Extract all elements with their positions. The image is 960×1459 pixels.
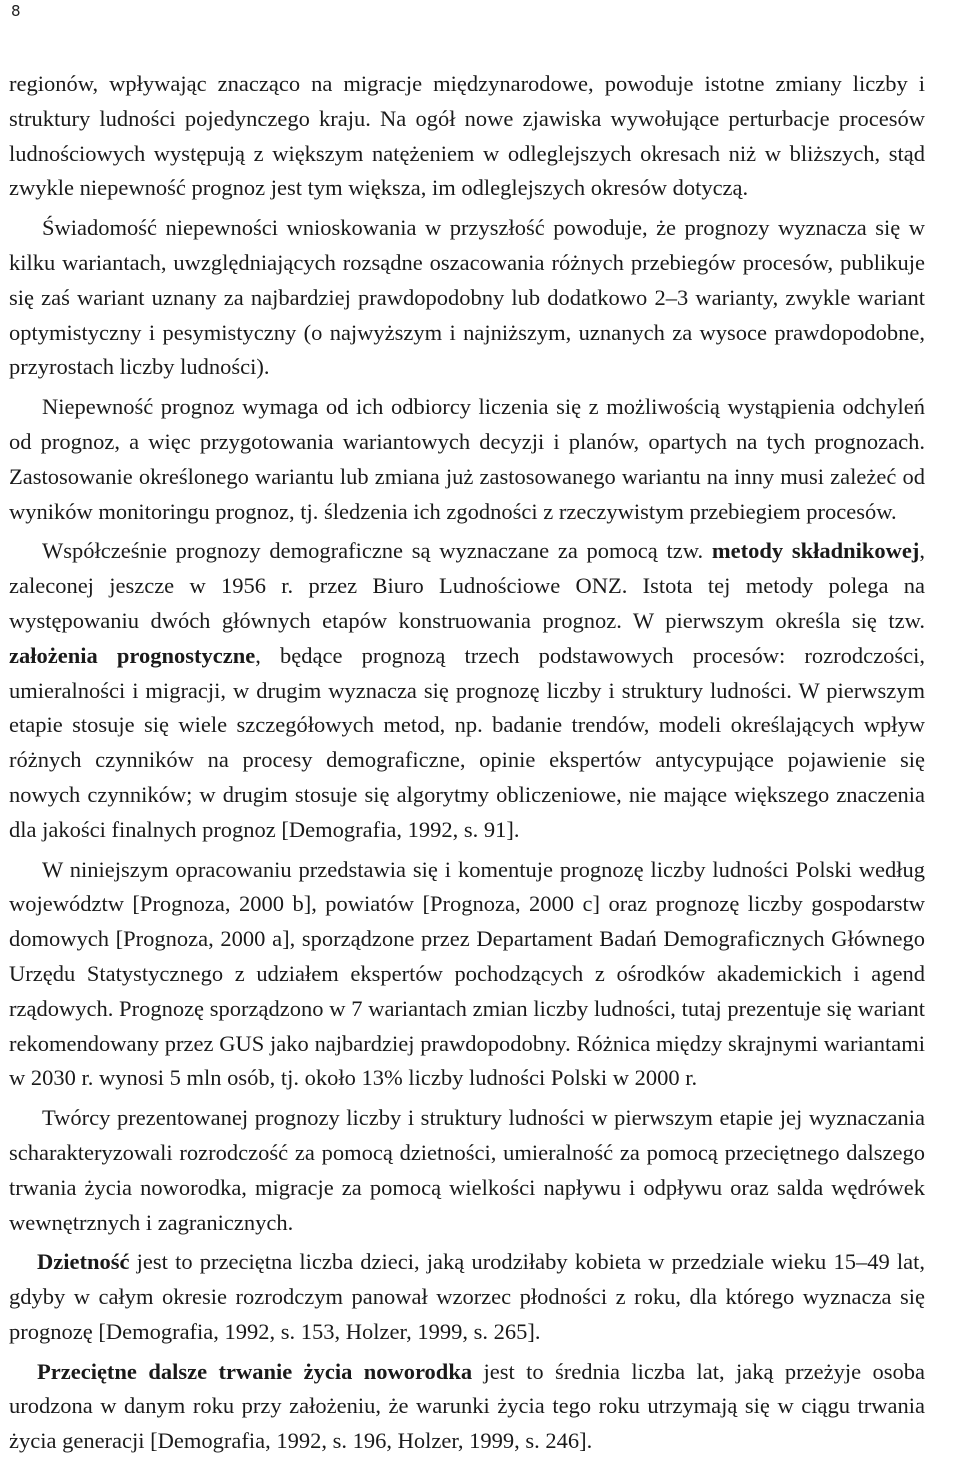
paragraph-4-part-e: , będące prognozą trzech podstawowych procesów: rozrodczości, umieralności i migracji, w drugim wyznacza się prognozę liczby i struktury ludności. W pierwszym etapie stosuje się wiele szczegółowych metod, np. badanie trendów, modeli określających wpływ różnych czynników na procesy demograficzne, opinie ekspertów antycypujące pojawienie się nowych czynników; w drugim stosuje się algorytmy obliczeniowe, nie mające większego znaczenia dla jakości finalnych prognoz [Demografia, 1992, s. 91]. (9, 642, 925, 842)
term-dzietnosc: Dzietność (37, 1249, 130, 1275)
paragraph-6: Twórcy prezentowanej prognozy liczby i struktury ludności w pierwszym etapie jej wyznaczania scharakteryzowali rozrodczość za pomocą dzietności, umieralność za pomocą przeciętnego dalszego trwania życia noworodka, migracje za pomocą wielkości napływu i odpływu oraz salda wędrówek wewnętrznych i zagranicznych. (9, 1105, 925, 1235)
paragraph-2: Świadomość niepewności wnioskowania w przyszłość powoduje, że prognozy wyznacza się w kilku wariantach, uwzględniających rozsądne oszacowania różnych przebiegów procesów, publikuje się zaś wariant uznany za najbardziej prawdopodobny lub dodatkowo 2–3 warianty, zwykle wariant optymistyczny i pesymistyczny (o najwyższym i najniższym, uznanych za wysoce prawdopodobne, przyrostach liczby ludności). (9, 215, 925, 380)
paragraph-7 (9, 1245, 925, 1349)
page-number: 8 (11, 2, 21, 20)
paragraph-1: regionów, wpływając znacząco na migracje międzynarodowe, powoduje istotne zmiany liczby i struktury ludności pojedynczego kraju. Na ogół nowe zjawiska wywołujące perturbacje procesów ludnościowych występują z większym natężeniem w odleglejszych okresach niż w bliższych, stąd zwykle niepewność prognoz jest tym większa, im odleglejszych okresów dotyczą. (9, 71, 925, 201)
term-zalozenia-prognostyczne: założenia prognostyczne (9, 642, 256, 668)
paragraph-7-definition: jest to przeciętna liczba dzieci, jaką urodziłaby kobieta w przedziale wieku 15–49 lat, gdyby w całym okresie rozrodczym panował wzorzec płodności z roku, dla którego wyznacza się prognozę [Demografia, 1992, s. 153, Holzer, 1999, s. 265]. (9, 1249, 925, 1344)
paragraph-8-definition: jest to średnia liczba lat, jaką przeżyje osoba urodzona w danym roku przy założeniu, że warunki życia tego roku utrzymają się w ciągu trwania życia generacji [Demografia, 1992, s. 196, Holzer, 1999, s. 246]. (9, 1358, 925, 1454)
paragraph-4-part-a: Współcześnie prognozy demograficzne są wyznaczane za pomocą tzw. (42, 538, 712, 564)
term-metoda-skladnikowa: metody składnikowej (711, 538, 920, 564)
paragraph-5: W niniejszym opracowaniu przedstawia się i komentuje prognozę liczby ludności Polski według województw [Prognoza, 2000 b], powiatów [Prognoza, 2000 c] oraz prognozę liczby gospodarstw domowych [Prognoza, 2000 a], sporządzone przez Departament Badań Demograficznych Głównego Urzędu Statystycznego z udziałem ekspertów pochodzących z ośrodków akademickich i agend rządowych. Prognozę sporządzono w 7 wariantach zmian liczby ludności, tutaj prezentuje się wariant rekomendowany przez GUS jako najbardziej prawdopodobny. Różnica między skrajnymi wariantami w 2030 r. wynosi 5 mln osób, tj. około 13% liczby ludności Polski w 2000 r. (9, 856, 925, 1091)
paragraph-4 (9, 534, 925, 847)
term-przecietne-dalsze-trwanie-zycia: Przeciętne dalsze trwanie życia noworodka (37, 1358, 473, 1384)
paragraph-3: Niepewność prognoz wymaga od ich odbiorcy liczenia się z możliwością wystąpienia odchyleń od prognoz, a więc przygotowania wariantowych decyzji i planów, opartych na tych prognozach. Zastosowanie określonego wariantu lub zmiana już zastosowanego wariantu na inny musi zależeć od wyników monitoringu prognoz, tj. śledzenia ich zgodności z rzeczywistym przebiegiem procesów. (9, 394, 925, 524)
paragraph-8 (9, 1355, 925, 1459)
body-text (9, 67, 925, 1459)
paragraph-4-part-c: , zaleconej jeszcze w 1956 r. przez Biuro Ludnościowe ONZ. Istota tej metody polega na występowaniu dwóch głównych etapów konstruowania prognoz. W pierwszym określa się tzw. (9, 538, 925, 633)
